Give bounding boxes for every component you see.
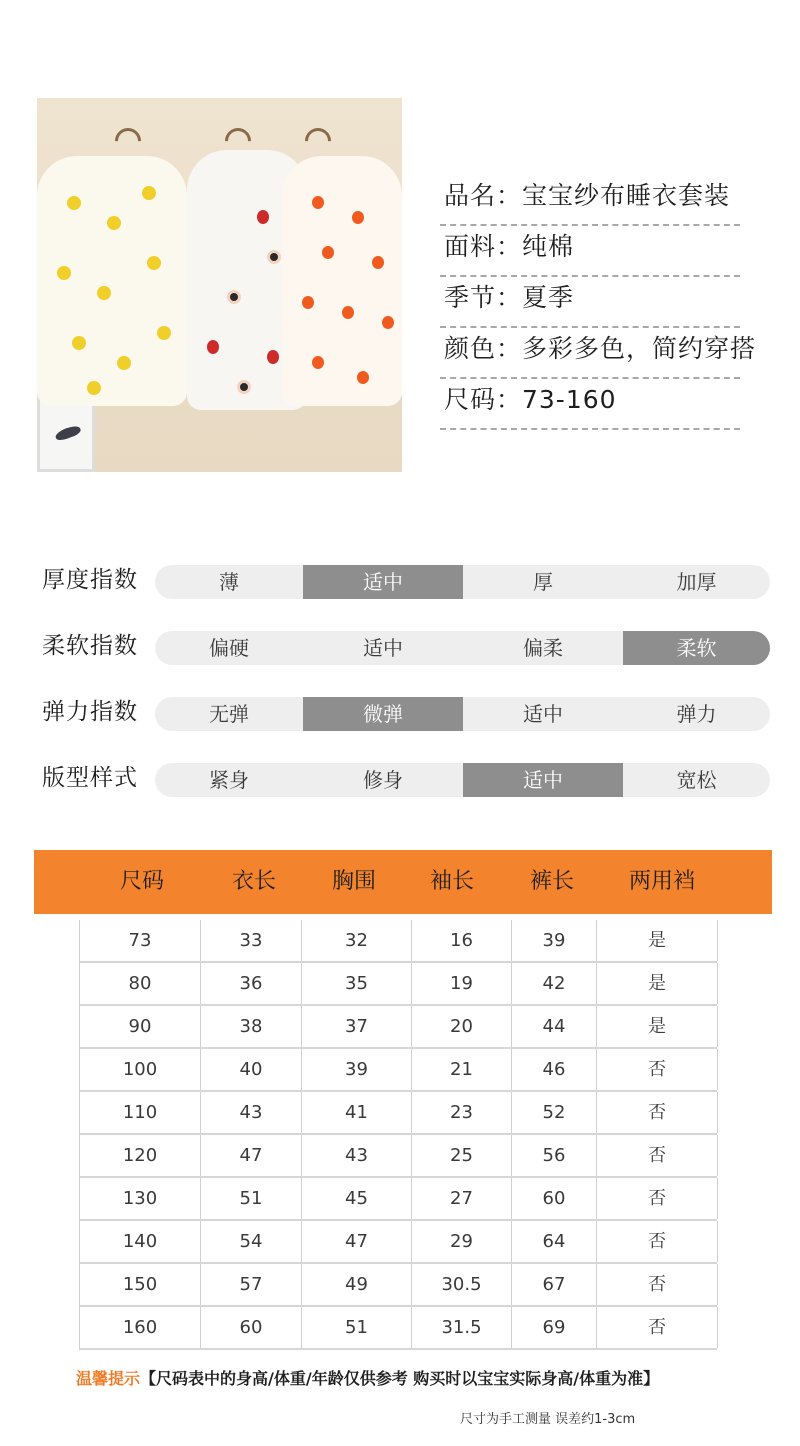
header-sleeve: 袖长	[429, 869, 474, 894]
table-cell: 69	[512, 1307, 597, 1348]
table-cell: 29	[412, 1221, 512, 1262]
measure-note: 尺寸为手工测量 误差约1-3cm	[460, 1412, 636, 1427]
table-cell: 25	[412, 1135, 512, 1176]
table-cell: 30.5	[412, 1264, 512, 1305]
table-cell: 64	[512, 1221, 597, 1262]
product-size-range: 尺码：73-160	[440, 379, 740, 430]
table-cell: 56	[512, 1135, 597, 1176]
table-cell: 43	[201, 1092, 302, 1133]
index-option: 紧身	[209, 768, 249, 792]
index-softness	[40, 629, 770, 667]
table-cell: 52	[512, 1092, 597, 1133]
table-cell: 33	[201, 920, 302, 961]
product-season: 季节：夏季	[440, 277, 740, 328]
index-label: 版型样式	[42, 765, 138, 791]
header-chest: 胸围	[331, 869, 376, 894]
size-table	[79, 920, 717, 1350]
table-cell: 49	[302, 1264, 412, 1305]
table-cell: 67	[512, 1264, 597, 1305]
table-cell: 160	[80, 1307, 201, 1348]
table-cell: 20	[412, 1006, 512, 1047]
table-row	[80, 1049, 717, 1092]
table-cell: 60	[512, 1178, 597, 1219]
index-option: 薄	[219, 570, 239, 594]
table-cell: 54	[201, 1221, 302, 1262]
index-option: 加厚	[676, 570, 717, 594]
size-table-header	[34, 850, 772, 914]
index-option: 微弹	[303, 697, 463, 731]
index-elasticity	[40, 695, 770, 733]
pajama-orange-fruit	[282, 156, 402, 406]
table-cell: 否	[597, 1264, 718, 1305]
product-name: 品名：宝宝纱布睡衣套装	[440, 175, 740, 226]
table-cell: 51	[201, 1178, 302, 1219]
table-cell: 是	[597, 1006, 718, 1047]
table-cell: 37	[302, 1006, 412, 1047]
index-option: 柔软	[623, 631, 770, 665]
index-option: 修身	[363, 768, 403, 792]
table-cell: 43	[302, 1135, 412, 1176]
table-cell: 否	[597, 1221, 718, 1262]
index-label: 柔软指数	[42, 633, 138, 659]
table-cell: 100	[80, 1049, 201, 1090]
header-size: 尺码	[119, 869, 164, 894]
table-cell: 是	[597, 963, 718, 1004]
table-row	[80, 1264, 717, 1307]
notice-body: 【尺码表中的身高/体重/年龄仅供参考 购买时以宝宝实际身高/体重为准】	[140, 1369, 660, 1388]
index-label: 厚度指数	[42, 567, 138, 593]
index-option: 适中	[463, 763, 623, 797]
table-cell: 47	[201, 1135, 302, 1176]
table-cell: 150	[80, 1264, 201, 1305]
table-cell: 80	[80, 963, 201, 1004]
header-pants: 裤长	[529, 869, 574, 894]
table-cell: 否	[597, 1307, 718, 1348]
index-option: 适中	[303, 565, 463, 599]
table-row	[80, 1221, 717, 1264]
table-cell: 是	[597, 920, 718, 961]
table-cell: 38	[201, 1006, 302, 1047]
index-thickness	[40, 563, 770, 601]
product-info	[440, 175, 757, 430]
table-cell: 39	[302, 1049, 412, 1090]
pajama-yellow-chick	[37, 156, 187, 406]
index-option: 偏硬	[209, 636, 249, 660]
table-cell: 32	[302, 920, 412, 961]
table-cell: 否	[597, 1178, 718, 1219]
index-track	[155, 763, 770, 797]
index-option: 宽松	[676, 768, 717, 792]
notice-title: 温馨提示	[76, 1369, 141, 1388]
table-row	[80, 1307, 717, 1350]
product-photo	[37, 98, 402, 472]
table-row	[80, 1092, 717, 1135]
index-label: 弹力指数	[42, 699, 138, 725]
table-cell: 41	[302, 1092, 412, 1133]
table-cell: 40	[201, 1049, 302, 1090]
table-cell: 27	[412, 1178, 512, 1219]
table-row	[80, 1006, 717, 1049]
table-cell: 47	[302, 1221, 412, 1262]
table-cell: 35	[302, 963, 412, 1004]
table-row	[80, 1135, 717, 1178]
table-cell: 130	[80, 1178, 201, 1219]
table-row	[80, 920, 717, 963]
table-cell: 60	[201, 1307, 302, 1348]
table-cell: 44	[512, 1006, 597, 1047]
notice	[76, 1366, 659, 1389]
table-cell: 57	[201, 1264, 302, 1305]
table-cell: 51	[302, 1307, 412, 1348]
table-cell: 否	[597, 1092, 718, 1133]
table-row	[80, 1178, 717, 1221]
table-cell: 16	[412, 920, 512, 961]
table-cell: 110	[80, 1092, 201, 1133]
table-cell: 90	[80, 1006, 201, 1047]
table-cell: 31.5	[412, 1307, 512, 1348]
table-cell: 23	[412, 1092, 512, 1133]
table-cell: 45	[302, 1178, 412, 1219]
index-option: 弹力	[676, 702, 717, 726]
header-crotch: 两用裆	[628, 869, 695, 894]
table-cell: 120	[80, 1135, 201, 1176]
index-track	[155, 631, 770, 665]
index-fit-style	[40, 761, 770, 799]
index-track	[155, 697, 770, 731]
table-cell: 19	[412, 963, 512, 1004]
index-option: 适中	[363, 636, 403, 660]
table-cell: 36	[201, 963, 302, 1004]
table-row	[80, 963, 717, 1006]
header-length: 衣长	[231, 869, 276, 894]
index-option: 无弹	[209, 702, 249, 726]
table-cell: 21	[412, 1049, 512, 1090]
table-cell: 否	[597, 1135, 718, 1176]
table-cell: 39	[512, 920, 597, 961]
table-cell: 46	[512, 1049, 597, 1090]
product-fabric: 面料：纯棉	[440, 226, 740, 277]
index-track	[155, 565, 770, 599]
table-cell: 140	[80, 1221, 201, 1262]
table-cell: 否	[597, 1049, 718, 1090]
index-option: 偏柔	[523, 636, 563, 660]
product-color: 颜色：多彩多色，简约穿搭	[440, 328, 740, 379]
table-cell: 42	[512, 963, 597, 1004]
index-option: 厚	[533, 570, 553, 594]
index-option: 适中	[523, 702, 563, 726]
table-cell: 73	[80, 920, 201, 961]
